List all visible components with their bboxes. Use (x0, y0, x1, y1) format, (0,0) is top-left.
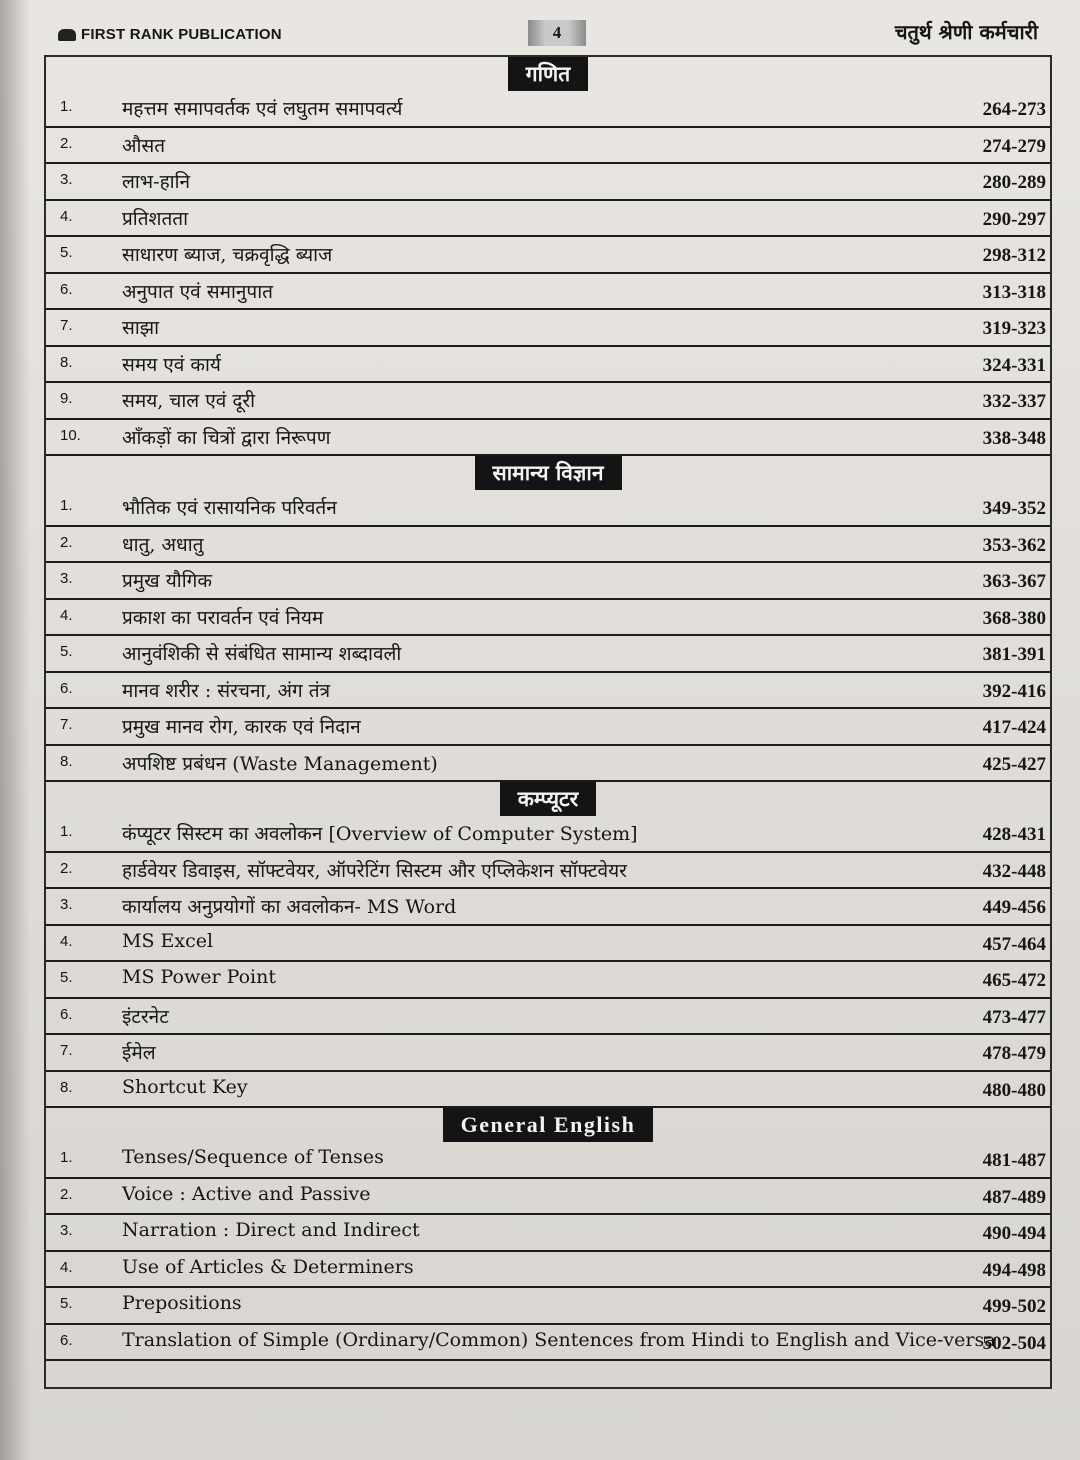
toc-row-number: 1. (60, 497, 73, 514)
toc-row-pages: 274-279 (982, 135, 1046, 157)
toc-row (46, 164, 1050, 201)
toc-row-pages: 481-487 (982, 1150, 1046, 1171)
toc-row-pages: 457-464 (982, 933, 1046, 955)
toc-row (46, 1325, 1050, 1362)
toc-row-number: 7. (60, 1042, 73, 1059)
toc-row (46, 237, 1050, 274)
toc-row-pages: 473-477 (982, 1006, 1046, 1028)
toc-row-pages: 280-289 (982, 172, 1046, 193)
toc-row-number: 2. (60, 134, 73, 152)
section-title: गणित (508, 57, 588, 91)
toc-row-pages: 499-502 (982, 1296, 1046, 1317)
toc-row-number: 7. (60, 317, 73, 334)
toc-row (46, 420, 1050, 457)
toc-row (46, 816, 1050, 853)
section-header (46, 1108, 1050, 1142)
toc-row (46, 128, 1050, 165)
toc-row-pages: 490-494 (982, 1223, 1046, 1244)
toc-row-pages: 487-489 (982, 1186, 1046, 1208)
toc-row-number: 4. (60, 606, 73, 624)
toc-row-number: 1. (60, 1149, 73, 1166)
section-title: General English (443, 1108, 654, 1142)
toc-row-title: प्रमुख यौगिक (122, 570, 212, 592)
toc-row-title: भौतिक एवं रासायनिक परिवर्तन (122, 497, 337, 519)
toc-row (46, 1252, 1050, 1289)
toc-row-pages: 502-504 (982, 1332, 1046, 1354)
toc-row-number: 4. (60, 1258, 73, 1276)
toc-row-number: 1. (60, 98, 73, 115)
section-title: कम्प्यूटर (500, 782, 597, 816)
toc-row-pages: 298-312 (982, 245, 1046, 266)
toc-row-pages: 425-427 (982, 753, 1046, 775)
toc-row-title: हार्डवेयर डिवाइस, सॉफ्टवेयर, ऑपरेटिंग सिस्टम और एप्लिकेशन सॉफ्टवेयर (122, 859, 627, 882)
toc-row (46, 490, 1050, 527)
toc-row-title: Tenses/Sequence of Tenses (122, 1146, 384, 1168)
toc-row (46, 709, 1050, 746)
toc-row (46, 1072, 1050, 1109)
toc-row (46, 962, 1050, 999)
toc-row (46, 746, 1050, 783)
toc-row-number: 3. (60, 171, 73, 188)
toc-row-number: 1. (60, 823, 73, 840)
toc-row-pages: 478-479 (982, 1043, 1046, 1064)
toc-row-title: Shortcut Key (122, 1075, 248, 1098)
toc-row (46, 527, 1050, 564)
toc-row-title: Prepositions (122, 1292, 242, 1314)
toc-row (46, 926, 1050, 963)
toc-row-number: 2. (60, 533, 73, 551)
toc-row-number: 3. (60, 1222, 73, 1239)
toc-row-title: अपशिष्ट प्रबंधन (Waste Management) (122, 752, 438, 775)
toc-row-number: 6. (60, 1331, 73, 1349)
toc-row-number: 4. (60, 932, 73, 950)
toc-row-pages: 338-348 (982, 427, 1046, 449)
toc-row-number: 4. (60, 207, 73, 225)
publisher-label (58, 26, 282, 43)
toc-row-number: 3. (60, 570, 73, 587)
toc-row-pages: 332-337 (982, 391, 1046, 412)
book-title: चतुर्थ श्रेणी कर्मचारी (894, 20, 1038, 44)
toc-row (46, 563, 1050, 600)
publisher-name: FIRST RANK PUBLICATION (81, 26, 282, 43)
page-number: 4 (528, 20, 586, 46)
toc-row-number: 5. (60, 244, 73, 261)
table-of-contents (44, 55, 1052, 1389)
toc-row-pages: 290-297 (982, 208, 1046, 230)
toc-row-title: मानव शरीर : संरचना, अंग तंत्र (122, 679, 331, 702)
toc-row-title: Translation of Simple (Ordinary/Common) Sentences from Hindi to English and Vice-versa (122, 1328, 996, 1351)
publisher-logo-icon (58, 29, 76, 41)
toc-row-number: 5. (60, 1295, 73, 1312)
toc-row-title: अनुपात एवं समानुपात (122, 280, 273, 303)
toc-row (46, 310, 1050, 347)
toc-row (46, 274, 1050, 311)
toc-row-title: प्रकाश का परावर्तन एवं नियम (122, 606, 324, 629)
toc-row-number: 6. (60, 1005, 73, 1023)
toc-row (46, 347, 1050, 384)
toc-row-title: साधारण ब्याज, चक्रवृद्धि ब्याज (122, 244, 333, 266)
toc-row-title: साझा (122, 317, 160, 339)
section-header (46, 782, 1050, 816)
toc-row (46, 1142, 1050, 1179)
toc-row-pages: 363-367 (982, 571, 1046, 592)
toc-row-number: 2. (60, 859, 73, 877)
toc-row-pages: 368-380 (982, 607, 1046, 629)
toc-row-title: आनुवंशिकी से संबंधित सामान्य शब्दावली (122, 643, 402, 665)
toc-row-pages: 392-416 (982, 680, 1046, 702)
toc-row-number: 5. (60, 643, 73, 660)
toc-row-title: कंप्यूटर सिस्टम का अवलोकन [Overview of Computer System] (122, 823, 638, 845)
toc-row-pages: 417-424 (982, 717, 1046, 738)
toc-row-title: औसत (122, 134, 166, 157)
toc-row-title: प्रतिशतता (122, 207, 189, 230)
toc-row-title: महत्तम समापवर्तक एवं लघुतम समापवर्त्य (122, 98, 403, 120)
toc-row-number: 5. (60, 969, 73, 986)
toc-row-pages: 324-331 (982, 354, 1046, 376)
section-title: सामान्य विज्ञान (475, 456, 622, 490)
toc-row-pages: 432-448 (982, 860, 1046, 882)
toc-row (46, 999, 1050, 1036)
toc-row (46, 1179, 1050, 1216)
toc-row-pages: 381-391 (982, 644, 1046, 665)
toc-row-title: MS Power Point (122, 966, 276, 988)
toc-row-title: लाभ-हानि (122, 171, 191, 193)
toc-row-title: Voice : Active and Passive (122, 1182, 371, 1205)
toc-row-number: 10. (60, 426, 81, 444)
toc-row-number: 6. (60, 679, 73, 697)
toc-row-title: समय एवं कार्य (122, 353, 221, 376)
toc-row-title: आँकड़ों का चित्रों द्वारा निरूपण (122, 426, 331, 449)
toc-row-title: प्रमुख मानव रोग, कारक एवं निदान (122, 716, 361, 738)
toc-row-pages: 349-352 (982, 498, 1046, 519)
toc-row-title: इंटरनेट (122, 1005, 169, 1028)
toc-row-number: 2. (60, 1185, 73, 1203)
toc-row-pages: 480-480 (982, 1079, 1046, 1101)
section-header (46, 57, 1050, 91)
toc-row (46, 853, 1050, 890)
toc-row-title: धातु, अधातु (122, 533, 204, 556)
toc-row (46, 91, 1050, 128)
page-header (58, 20, 1060, 54)
toc-row-title: कार्यालय अनुप्रयोगों का अवलोकन- MS Word (122, 896, 457, 918)
section-header (46, 456, 1050, 490)
toc-row (46, 636, 1050, 673)
toc-row (46, 1288, 1050, 1325)
toc-row-pages: 428-431 (982, 824, 1046, 845)
toc-row-number: 8. (60, 353, 73, 371)
toc-row-pages: 465-472 (982, 970, 1046, 991)
toc-row-title: Narration : Direct and Indirect (122, 1219, 420, 1241)
toc-row-number: 8. (60, 752, 73, 770)
toc-row-title: MS Excel (122, 929, 214, 952)
toc-row (46, 889, 1050, 926)
toc-row-title: समय, चाल एवं दूरी (122, 390, 256, 412)
toc-row (46, 1035, 1050, 1072)
toc-row (46, 673, 1050, 710)
toc-row (46, 600, 1050, 637)
toc-row-number: 7. (60, 716, 73, 733)
toc-row-pages: 264-273 (982, 99, 1046, 120)
toc-row-pages: 353-362 (982, 534, 1046, 556)
toc-row-title: ईमेल (122, 1042, 156, 1064)
toc-row-title: Use of Articles & Determiners (122, 1255, 414, 1278)
toc-row-number: 9. (60, 390, 73, 407)
toc-row (46, 383, 1050, 420)
toc-row-pages: 319-323 (982, 318, 1046, 339)
toc-row-number: 8. (60, 1078, 73, 1096)
toc-row-pages: 494-498 (982, 1259, 1046, 1281)
page-edge-shadow (0, 0, 30, 1460)
toc-row (46, 1215, 1050, 1252)
toc-row-number: 3. (60, 896, 73, 913)
toc-row-pages: 313-318 (982, 281, 1046, 303)
toc-row-number: 6. (60, 280, 73, 298)
toc-row (46, 201, 1050, 238)
toc-row-pages: 449-456 (982, 897, 1046, 918)
